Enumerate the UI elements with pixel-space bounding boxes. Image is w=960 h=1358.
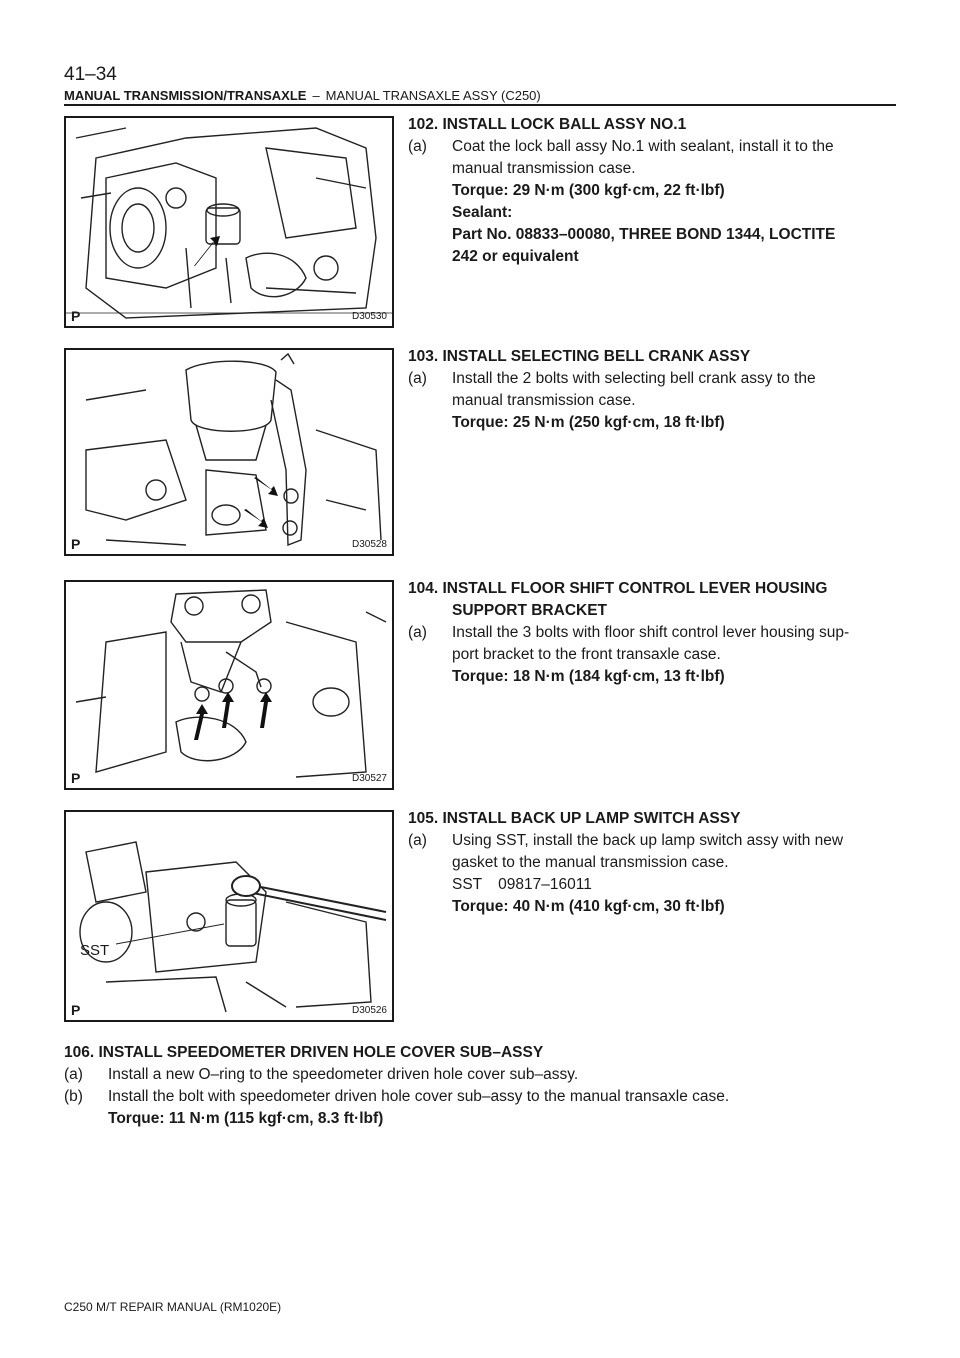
torque-spec: Torque: 18 N·m (184 kgf·cm, 13 ft·lbf) — [452, 668, 725, 685]
figure-back-up-lamp-switch — [64, 810, 394, 1022]
step-title: 105. INSTALL BACK UP LAMP SWITCH ASSY — [408, 810, 741, 827]
torque-spec: Torque: 40 N·m (410 kgf·cm, 30 ft·lbf) — [452, 898, 725, 915]
manual-footer: C250 M/T REPAIR MANUAL (RM1020E) — [64, 1300, 282, 1314]
sealant-heading: Sealant: — [452, 204, 513, 221]
step-105 — [408, 808, 896, 918]
figure-p-mark: P — [71, 1002, 81, 1018]
substep-text: Install a new O–ring to the speedometer driven hole cover sub–assy. — [108, 1066, 579, 1083]
figure-lock-ball — [64, 116, 394, 328]
substep-text: gasket to the manual transmission case. — [452, 854, 729, 871]
substep-a — [408, 622, 896, 688]
figure-bell-crank — [64, 348, 394, 556]
step-title-continued: SUPPORT BRACKET — [452, 602, 608, 619]
figure-p-mark: P — [71, 308, 81, 324]
figure-support-bracket — [64, 580, 394, 790]
torque-spec: Torque: 29 N·m (300 kgf·cm, 22 ft·lbf) — [452, 182, 725, 199]
substep-label: (a) — [408, 624, 427, 641]
step-title: 104. INSTALL FLOOR SHIFT CONTROL LEVER HOUSING — [408, 580, 828, 597]
sealant-part: Part No. 08833–00080, THREE BOND 1344, LOCTITE — [452, 226, 836, 243]
figure-p-mark: P — [71, 536, 81, 552]
substep-text: port bracket to the front transaxle case. — [452, 646, 721, 663]
figure-p-mark: P — [71, 770, 81, 786]
step-104 — [408, 578, 896, 688]
step-103 — [408, 346, 896, 434]
substep-a — [408, 830, 896, 918]
header-section: MANUAL TRANSMISSION/TRANSAXLE — [64, 88, 307, 103]
figure-code: D30530 — [351, 311, 387, 322]
substep-text: manual transmission case. — [452, 160, 636, 177]
substep-label: (a) — [408, 370, 427, 387]
header-rule — [64, 104, 896, 106]
support-bracket-illustration — [66, 582, 392, 788]
substep-text: Using SST, install the back up lamp switch assy with new — [452, 832, 844, 849]
substep-text: Coat the lock ball assy No.1 with sealant, install it to the — [452, 138, 834, 155]
substep-label: (a) — [408, 832, 427, 849]
figure-code: D30527 — [351, 773, 387, 784]
substep-label: (a) — [64, 1066, 83, 1083]
step-106 — [64, 1042, 896, 1130]
sealant-part: 242 or equivalent — [452, 248, 579, 265]
header-separator: – — [312, 88, 320, 103]
substep-text: Install the 3 bolts with floor shift control lever housing sup- — [452, 624, 850, 641]
substep-a — [408, 368, 896, 434]
step-title: 103. INSTALL SELECTING BELL CRANK ASSY — [408, 348, 751, 365]
back-up-lamp-switch-illustration — [66, 812, 392, 1020]
torque-spec: Torque: 11 N·m (115 kgf·cm, 8.3 ft·lbf) — [108, 1110, 384, 1127]
substep-text: manual transmission case. — [452, 392, 636, 409]
step-102 — [408, 114, 896, 268]
sst-number: 09817–16011 — [498, 876, 592, 893]
bell-crank-illustration — [66, 350, 392, 554]
page-number: 41–34 — [64, 64, 117, 85]
sst-spec — [452, 874, 896, 896]
torque-spec: Torque: 25 N·m (250 kgf·cm, 18 ft·lbf) — [452, 414, 725, 431]
figure-code: D30528 — [351, 539, 387, 550]
substep-label: (a) — [408, 138, 427, 155]
step-title: 102. INSTALL LOCK BALL ASSY NO.1 — [408, 116, 687, 133]
sst-label: SST — [452, 876, 483, 893]
header-subsection: MANUAL TRANSAXLE ASSY (C250) — [325, 88, 541, 103]
substep-text: Install the bolt with speedometer driven hole cover sub–assy to the manual transaxle case. — [108, 1088, 730, 1105]
figure-code: D30526 — [351, 1005, 387, 1016]
substep-a — [408, 136, 896, 268]
lock-ball-illustration — [66, 118, 392, 326]
substep-a — [64, 1064, 896, 1086]
step-title: 106. INSTALL SPEEDOMETER DRIVEN HOLE COVER SUB–ASSY — [64, 1044, 544, 1061]
substep-b — [64, 1086, 896, 1130]
sst-callout: SST — [80, 942, 110, 959]
running-header — [64, 88, 896, 103]
substep-label: (b) — [64, 1088, 83, 1105]
substep-text: Install the 2 bolts with selecting bell crank assy to the — [452, 370, 816, 387]
